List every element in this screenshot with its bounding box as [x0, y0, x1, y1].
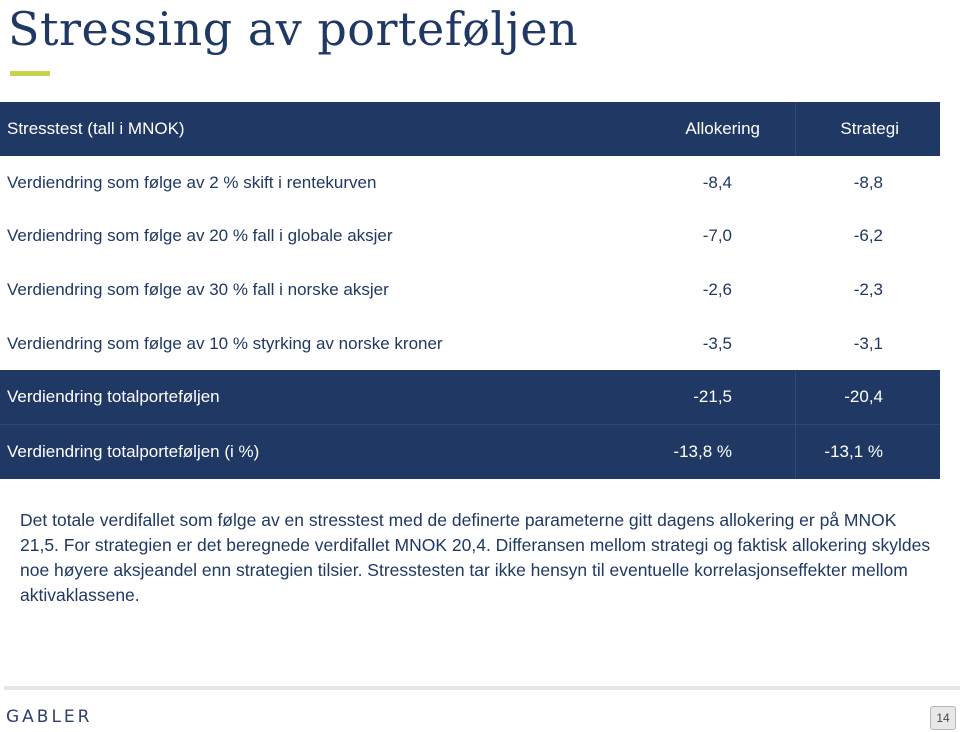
- header-strategi: Strategi: [840, 118, 899, 138]
- title-accent-bar: [10, 71, 50, 76]
- total-allokering-value: -21,5: [693, 387, 732, 407]
- table-row: [0, 263, 940, 317]
- row-label: Verdiendring som følge av 10 % styrking av norske kroner: [7, 333, 443, 353]
- row-strategi-value: -8,8: [853, 172, 883, 192]
- slide-title: Stressing av porteføljen: [8, 2, 579, 56]
- total-strategi-value: -20,4: [844, 387, 883, 407]
- row-label: Verdiendring som følge av 2 % skift i rentekurven: [7, 172, 377, 192]
- total-percent-strategi-value: -13,1 %: [824, 441, 883, 461]
- table-row: [0, 209, 940, 263]
- row-allokering-value: -7,0: [702, 226, 732, 246]
- table-row: [0, 317, 940, 371]
- total-label: Verdiendring totalporteføljen: [7, 387, 220, 407]
- row-allokering-value: -3,5: [702, 333, 732, 353]
- column-separator: [795, 425, 796, 479]
- total-percent-row: [0, 424, 940, 479]
- header-label: Stresstest (tall i MNOK): [7, 118, 185, 138]
- stress-test-table: [0, 102, 940, 479]
- gabler-logo: GABLER: [6, 707, 93, 727]
- column-separator: [795, 102, 796, 156]
- row-allokering-value: -2,6: [702, 279, 732, 299]
- explanation-paragraph: Det totale verdifallet som følge av en stresstest med de definerte parameterne gitt dagens allokering er på MNOK 21,5. For strategien er det beregnede verdifallet MNOK 20,4. Differansen mellom strategi og faktisk allokering skyldes noe høyere aksjeandel enn strategien tilsier. Stresstesten tar ikke hensyn til eventuelle korrelasjonseffekter mellom aktivaklassene.: [20, 510, 931, 605]
- row-strategi-value: -2,3: [853, 279, 883, 299]
- column-separator: [795, 370, 796, 424]
- total-percent-label: Verdiendring totalporteføljen (i %): [7, 441, 260, 461]
- total-row: [0, 370, 940, 424]
- page-number: 14: [930, 706, 956, 730]
- footer-divider: [4, 686, 960, 690]
- header-allokering: Allokering: [685, 118, 760, 138]
- table-header-row: [0, 102, 940, 156]
- row-strategi-value: -3,1: [853, 333, 883, 353]
- table-row: [0, 156, 940, 210]
- row-label: Verdiendring som følge av 30 % fall i norske aksjer: [7, 279, 389, 299]
- total-percent-allokering-value: -13,8 %: [673, 441, 732, 461]
- row-label: Verdiendring som følge av 20 % fall i globale aksjer: [7, 226, 393, 246]
- row-allokering-value: -8,4: [702, 172, 732, 192]
- row-strategi-value: -6,2: [853, 226, 883, 246]
